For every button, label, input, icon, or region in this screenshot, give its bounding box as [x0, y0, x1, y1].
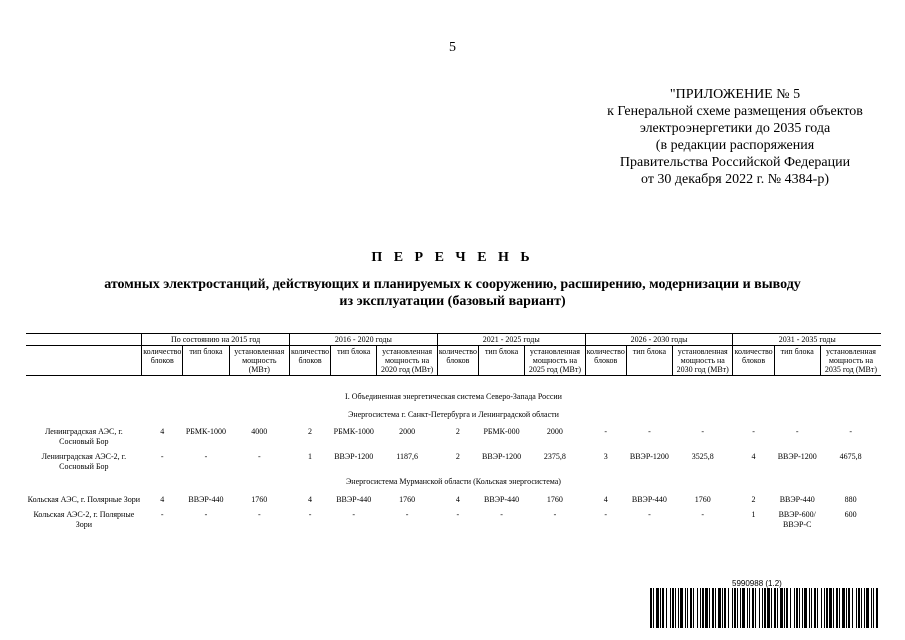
table-cell: 600 — [844, 510, 857, 519]
barcode-bar — [737, 588, 738, 628]
column-header: количество блоков — [289, 346, 330, 376]
header-row-columns — [26, 346, 881, 376]
table-cell: - — [648, 510, 651, 519]
table-cell: 2 — [308, 427, 313, 436]
table-cell: - — [204, 510, 208, 519]
table-cell: 4 — [751, 452, 756, 461]
barcode-bar — [774, 588, 776, 628]
table-cell: 4 — [160, 427, 165, 436]
barcode-bar — [821, 588, 822, 628]
appendix-line: (в редакции распоряжения — [655, 138, 815, 153]
barcode-bar — [709, 588, 710, 628]
appendix-line: Правительства Российской Федерации — [619, 155, 851, 170]
table-cell: - — [456, 510, 460, 519]
table-cell: 1187,6 — [396, 452, 418, 461]
barcode-bar — [780, 588, 783, 628]
table-cell: - — [405, 510, 409, 519]
document-heading: П Е Р Е Ч Е Н Ь — [371, 250, 534, 265]
table-cell: 2 — [455, 427, 460, 436]
table-cell: 1 — [308, 452, 313, 461]
barcode-bar — [700, 588, 701, 628]
barcode-bar — [811, 588, 812, 628]
barcode-bar — [762, 588, 763, 628]
table-cell: ВВЭР-1200 — [482, 452, 522, 461]
barcode-bar — [712, 588, 714, 628]
barcode-bar — [873, 588, 874, 628]
barcode-bar — [697, 588, 698, 628]
barcode-bar — [747, 588, 748, 628]
barcode-bar — [852, 588, 853, 628]
barcode-bar — [833, 588, 834, 628]
barcode-bar — [839, 588, 840, 628]
barcode-bar — [653, 588, 654, 628]
table-cell: 4 — [603, 494, 608, 504]
barcode-bar — [842, 588, 845, 628]
section-row — [26, 388, 881, 406]
barcode-bar — [666, 588, 667, 628]
barcode-bar — [755, 588, 756, 628]
barcode-bar — [802, 588, 803, 628]
table-cell: 1760 — [399, 494, 416, 504]
table-cell: ВВЭР-440 — [631, 494, 667, 504]
period-header: 2021 - 2025 годы — [437, 334, 585, 346]
table-cell: - — [257, 510, 261, 519]
barcode-bar — [876, 588, 878, 628]
column-header: установленная мощность на 2030 год (МВт) — [673, 346, 733, 376]
column-header: количество блоков — [733, 346, 774, 376]
barcode-bar — [824, 588, 825, 628]
barcode-bar — [861, 588, 862, 628]
barcode-bar — [759, 588, 760, 628]
barcode-bar — [728, 588, 729, 628]
barcode-bar — [680, 588, 683, 628]
barcode-bar — [794, 588, 795, 628]
document-subtitle — [50, 276, 855, 310]
subsection-title: Энергосистема Мурманской области (Кольская энергосистема) — [346, 477, 561, 486]
barcode-bar — [685, 588, 686, 628]
barcode-bar — [784, 588, 785, 628]
column-header: тип блока — [331, 346, 377, 376]
barcode-bar — [790, 588, 791, 628]
barcode-bar — [687, 588, 688, 628]
table-cell: - — [752, 427, 755, 436]
table-cell: - — [160, 510, 164, 519]
barcode-number: 5990988 (1.2) — [732, 579, 782, 588]
barcode-bar — [752, 588, 754, 628]
barcode-bar — [764, 588, 766, 628]
table-cell: ВВЭР-440 — [779, 494, 815, 504]
subsection-row — [26, 473, 881, 491]
barcode-bar — [799, 588, 800, 628]
barcode-bar — [749, 588, 750, 628]
table-cell: 1760 — [694, 494, 711, 504]
barcode-bar — [718, 588, 721, 628]
barcode-bar — [826, 588, 828, 628]
barcode-bar — [690, 588, 692, 628]
table-cell: РБМК-1000 — [333, 427, 374, 436]
barcode-bar — [675, 588, 676, 628]
table-cell: 1760 — [546, 494, 563, 504]
table-cell: РБМК-000 — [483, 427, 520, 436]
table-cell: 1760 — [251, 494, 268, 504]
subtitle-line: из эксплуатации (базовый вариант) — [339, 294, 566, 309]
barcode-bar — [660, 588, 661, 628]
table-cell: - — [352, 510, 356, 519]
barcode-bar — [722, 588, 723, 628]
barcode-image — [650, 588, 878, 628]
table-cell: - — [701, 510, 705, 519]
barcode-bar — [650, 588, 652, 628]
table-cell: 4 — [455, 494, 460, 504]
table-cell: - — [701, 427, 705, 436]
table-cell: 4 — [308, 494, 313, 504]
appendix-line: к Генеральной схеме размещения объектов — [607, 104, 863, 119]
header-empty — [26, 334, 142, 346]
barcode-bar — [858, 588, 860, 628]
header-empty — [26, 346, 142, 376]
table-cell: 4 — [160, 494, 165, 504]
column-header: установленная мощность на 2025 год (МВт) — [525, 346, 585, 376]
column-header: количество блоков — [437, 346, 478, 376]
subsection-row — [26, 406, 881, 424]
table-cell: - — [257, 452, 261, 461]
table-cell: 2000 — [399, 427, 416, 436]
barcode-bar — [702, 588, 704, 628]
barcode-bar — [846, 588, 847, 628]
barcode-bar — [734, 588, 736, 628]
barcode-bar — [809, 588, 810, 628]
table-cell: 4000 — [251, 427, 268, 436]
barcode-bar — [742, 588, 745, 628]
table-row — [26, 491, 881, 507]
barcode-bar — [740, 588, 741, 628]
table-cell: ВВЭР-1200 — [629, 452, 669, 461]
barcode-bar — [662, 588, 664, 628]
npp-table — [26, 333, 881, 531]
table-cell: - — [553, 510, 557, 519]
column-header: установленная мощность на 2020 год (МВт) — [377, 346, 437, 376]
barcode-bar — [836, 588, 838, 628]
barcode-bar — [670, 588, 671, 628]
table-cell: ВВЭР-440 — [484, 494, 520, 504]
column-header: тип блока — [478, 346, 524, 376]
table-cell: 1 — [751, 510, 756, 519]
barcode-bar — [866, 588, 869, 628]
table-cell: 2 — [751, 494, 756, 504]
table-row — [26, 423, 881, 448]
table-cell: ВВЭР-1200 — [777, 452, 817, 461]
table-cell: - — [204, 452, 208, 461]
period-header: 2031 - 2035 годы — [733, 334, 881, 346]
barcode-bar — [656, 588, 659, 628]
period-header: По состоянию на 2015 год — [142, 334, 290, 346]
subsection-title: Энергосистема г. Санкт-Петербурга и Ленинградской области — [348, 409, 559, 419]
barcode-bar — [678, 588, 679, 628]
table-cell: 3525,8 — [691, 452, 714, 461]
table-cell: 2000 — [546, 427, 563, 436]
column-header: установленная мощность на 2035 год (МВт) — [820, 346, 881, 376]
table-row — [26, 506, 881, 531]
table-cell: - — [604, 510, 608, 519]
column-header: установленная мощность (МВт) — [229, 346, 289, 376]
barcode-bar — [814, 588, 816, 628]
barcode-bar — [693, 588, 694, 628]
table-cell: - — [308, 510, 312, 519]
barcode-bar — [715, 588, 716, 628]
appendix-line: электроэнергетики до 2035 года — [639, 121, 831, 136]
period-header: 2016 - 2020 годы — [289, 334, 437, 346]
table-cell: 2 — [455, 452, 460, 461]
column-header: тип блока — [183, 346, 229, 376]
appendix-header — [570, 86, 900, 188]
barcode-bar — [705, 588, 708, 628]
table-cell: 880 — [844, 494, 857, 504]
appendix-line: от 30 декабря 2022 г. № 4384-р) — [641, 172, 829, 187]
column-header: количество блоков — [585, 346, 626, 376]
table-cell: ВВЭР-600/ ВВЭР-С — [778, 510, 816, 529]
table-cell: - — [604, 427, 608, 436]
barcode-bar — [767, 588, 770, 628]
table-cell: 4675,8 — [839, 452, 862, 461]
subtitle-line: атомных электростанций, действующих и планируемых к сооружению, расширению, модернизации и выводу — [104, 277, 801, 292]
barcode-bar — [796, 588, 798, 628]
table-cell: 3 — [603, 452, 608, 461]
column-header: количество блоков — [142, 346, 183, 376]
barcode-bar — [777, 588, 778, 628]
barcode-bar — [871, 588, 872, 628]
station-name: Ленинградская АЭС-2, г. Сосновый Бор — [41, 452, 127, 471]
barcode-bar — [672, 588, 674, 628]
barcode-bar — [848, 588, 850, 628]
appendix-line: "ПРИЛОЖЕНИЕ № 5 — [669, 87, 801, 102]
station-name: Ленинградская АЭС, г. Сосновый Бор — [44, 427, 123, 446]
section-title: I. Объединенная энергетическая система Северо-Запада России — [345, 392, 562, 401]
barcode-bar — [829, 588, 832, 628]
header-row-periods — [26, 334, 881, 346]
table-cell: ВВЭР-1200 — [334, 452, 374, 461]
station-name: Кольская АЭС, г. Полярные Зори — [27, 494, 141, 504]
barcode-bar — [732, 588, 733, 628]
period-header: 2026 - 2030 годы — [585, 334, 733, 346]
table-row — [26, 448, 881, 473]
table-cell: РБМК-1000 — [185, 427, 227, 436]
table-cell: ВВЭР-440 — [336, 494, 372, 504]
barcode-bar — [724, 588, 726, 628]
table-cell: - — [160, 452, 164, 461]
column-header: тип блока — [774, 346, 820, 376]
table-cell: - — [648, 427, 651, 436]
barcode-bar — [817, 588, 818, 628]
table-cell: - — [500, 510, 503, 519]
table-cell: - — [849, 427, 853, 436]
table-cell: - — [795, 427, 799, 436]
station-name: Кольская АЭС-2, г. Полярные Зори — [33, 510, 135, 529]
barcode-bar — [804, 588, 807, 628]
column-header: тип блока — [626, 346, 672, 376]
barcode-bar — [856, 588, 857, 628]
barcode-bar — [786, 588, 788, 628]
page-number: 5 — [449, 40, 456, 55]
barcode-bar — [771, 588, 772, 628]
table-cell: ВВЭР-440 — [188, 494, 224, 504]
table-cell: 2375,8 — [543, 452, 566, 461]
barcode-bar — [864, 588, 865, 628]
